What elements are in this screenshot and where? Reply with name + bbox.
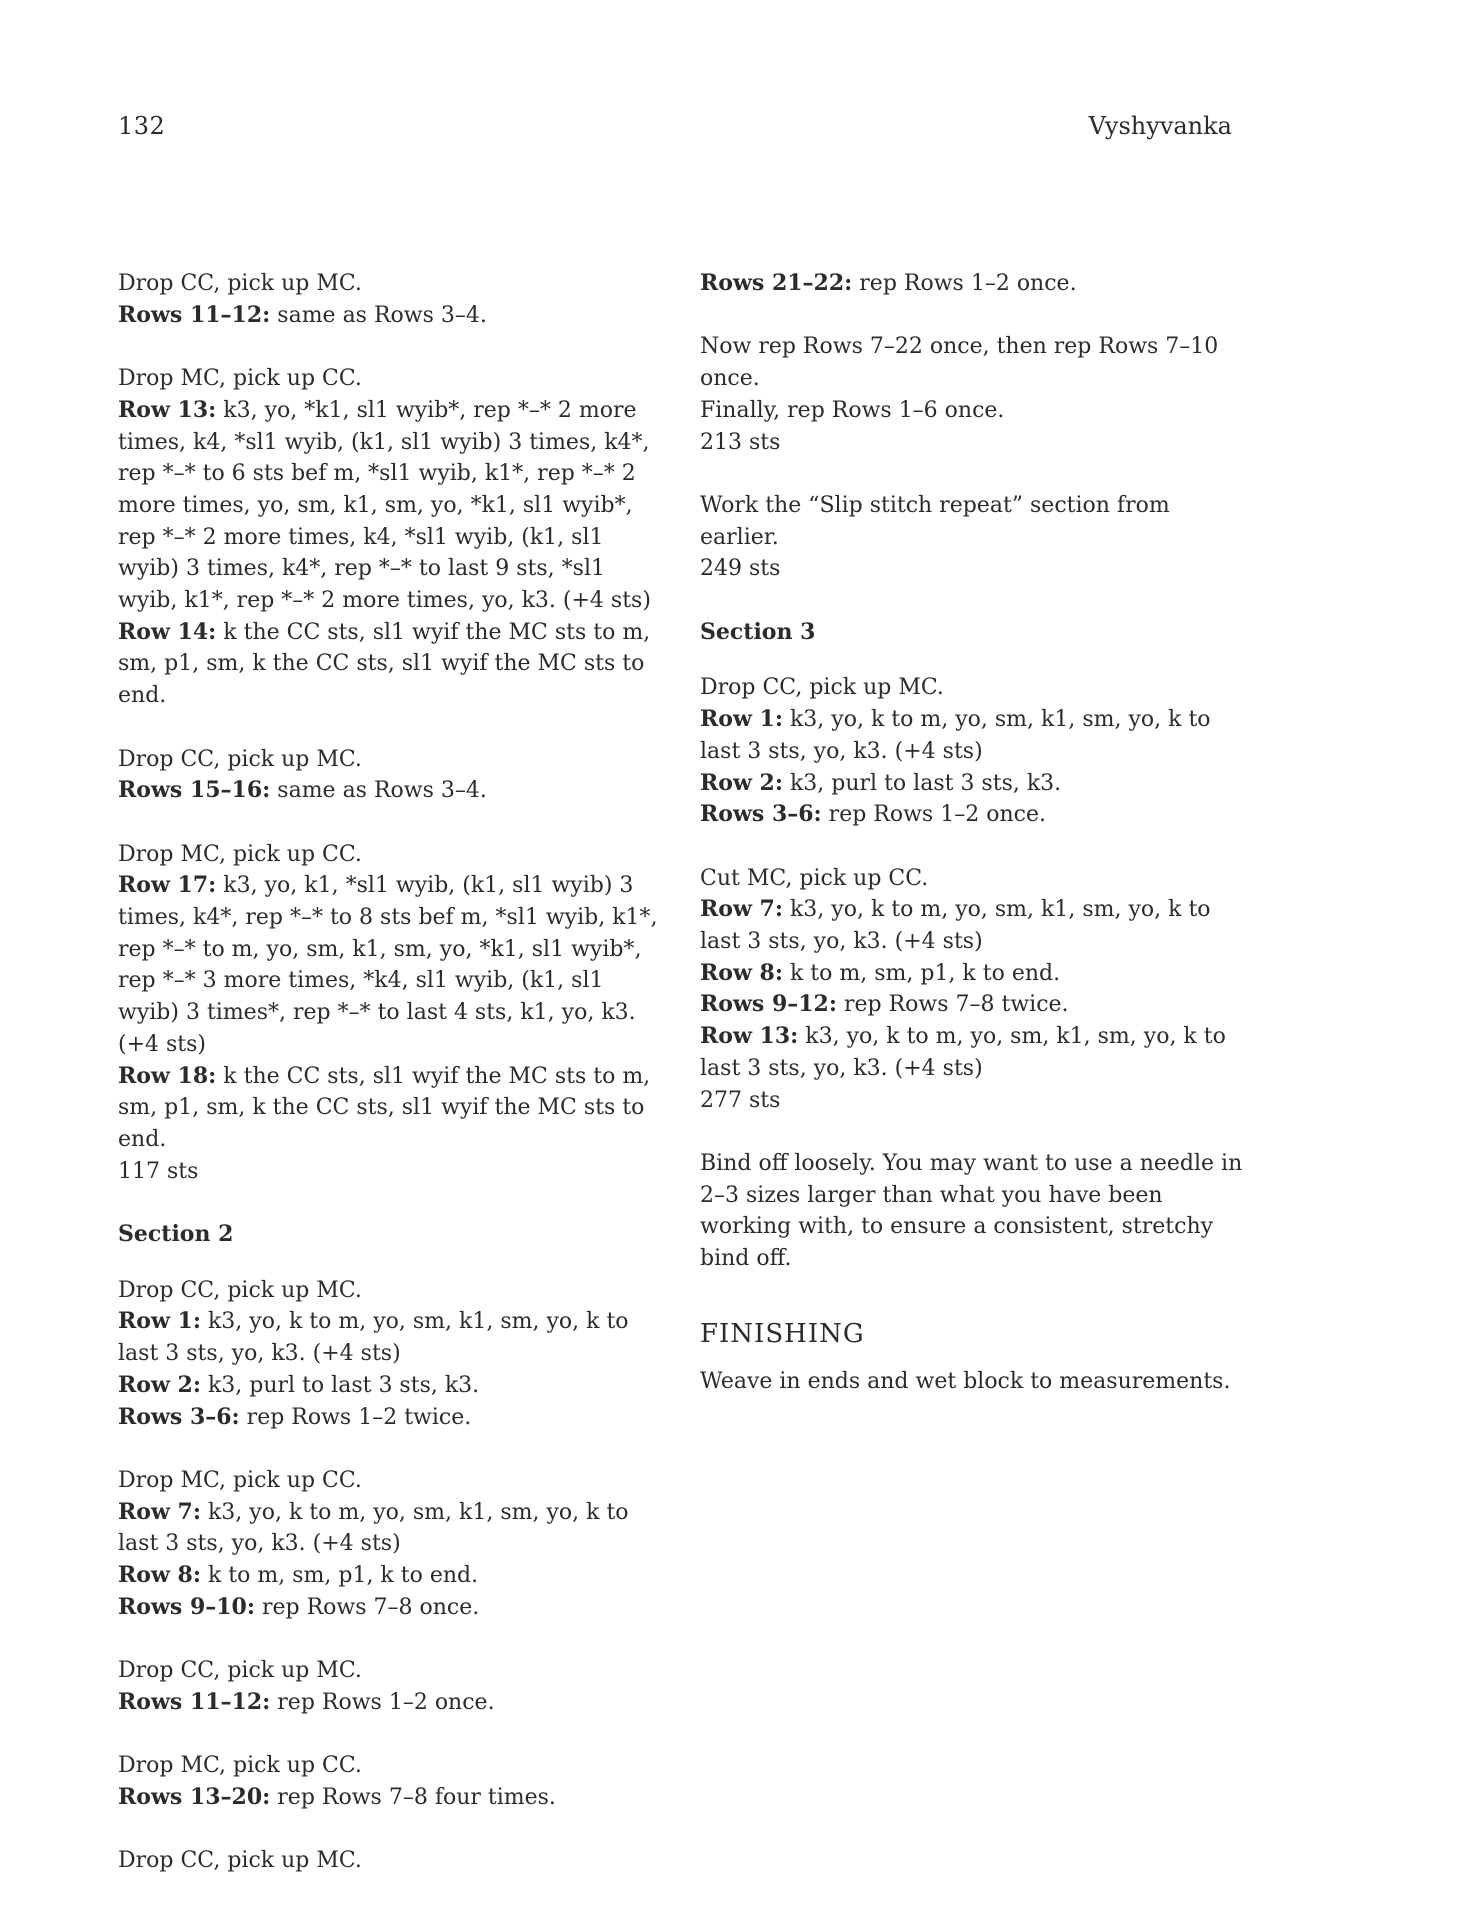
row-label: Rows 9–12: (700, 991, 837, 1018)
right-column (700, 268, 1248, 1398)
row-text: rep Rows 1–2 once. (852, 271, 1077, 296)
instruction-block (700, 331, 1248, 458)
row-text: rep Rows 1–2 twice. (239, 1404, 472, 1430)
color-change: Drop CC, pick up MC. (118, 271, 362, 296)
row-label: Row 1: (700, 706, 783, 733)
instruction-text: Finally, rep Rows 1–6 once. (700, 397, 1005, 423)
row-instruction (118, 1497, 666, 1560)
row-text: k3, yo, k to m, yo, sm, k1, sm, yo, k to last 3 sts, yo, k3. (+4 sts) (700, 707, 1211, 764)
row-label: Rows 11–12: (118, 1688, 271, 1715)
instruction-block (118, 363, 666, 712)
row-instruction (700, 268, 1248, 300)
instruction-text: Now rep Rows 7–22 once, then rep Rows 7–10 once. (700, 334, 1219, 392)
row-text: k3, yo, k to m, yo, sm, k1, sm, yo, k to last 3 sts, yo, k3. (+4 sts) (118, 1499, 629, 1557)
color-change: Drop CC, pick up MC. (700, 675, 944, 701)
row-label: Rows 15–16: (118, 777, 271, 804)
row-text: rep Rows 7–8 four times. (270, 1784, 556, 1810)
row-label: Row 8: (118, 1562, 201, 1589)
row-instruction (700, 704, 1248, 767)
row-label: Row 2: (118, 1371, 201, 1398)
finishing-heading: FINISHING (700, 1318, 865, 1349)
row-label: Row 7: (118, 1498, 201, 1525)
instruction-block (700, 863, 1248, 1117)
instruction-block (118, 1655, 666, 1718)
instruction-block (118, 1750, 666, 1813)
row-label: Row 13: (118, 396, 217, 423)
row-instruction (118, 1402, 666, 1434)
row-label: Row 14: (118, 618, 217, 645)
instruction-block (118, 1845, 666, 1877)
stitch-count: 277 sts (700, 1087, 781, 1113)
row-instruction (700, 799, 1248, 831)
row-instruction (118, 1061, 666, 1156)
row-text: k3, yo, k to m, yo, sm, k1, sm, yo, k to last 3 sts, yo, k3. (+4 sts) (700, 1024, 1226, 1081)
instruction-block (700, 490, 1248, 585)
row-text: same as Rows 3–4. (270, 302, 487, 328)
row-instruction (700, 894, 1248, 957)
row-label: Rows 11–12: (118, 301, 271, 328)
row-instruction (118, 870, 666, 1060)
row-text: k to m, sm, p1, k to end. (200, 1563, 479, 1589)
row-instruction (700, 1021, 1248, 1084)
row-label: Rows 3–6: (700, 801, 822, 828)
finishing-text: Weave in ends and wet block to measurements. (700, 1369, 1231, 1395)
row-instruction (118, 1306, 666, 1369)
row-instruction (118, 1560, 666, 1592)
row-text: rep Rows 1–2 once. (270, 1689, 495, 1715)
color-change: Drop CC, pick up MC. (118, 746, 362, 772)
row-text: rep Rows 7–8 twice. (836, 992, 1069, 1018)
row-text: k3, purl to last 3 sts, k3. (782, 770, 1062, 796)
row-text: rep Rows 7–8 once. (254, 1594, 480, 1620)
row-text: k3, yo, k1, *sl1 wyib, (k1, sl1 wyib) 3 times, k4*, rep *–* to 8 sts bef m, *sl1 wyib, k1*, rep *–* to m, yo, sm, k1, sm, yo, *k1, sl1 wyib*, rep *–* 3 more times, *k4, sl1 wyib, (k1, sl1 wyib) 3 times*, rep *–* to last 4 sts, k1, yo, k3. (+4 sts) (118, 873, 658, 1057)
color-change: Drop CC, pick up MC. (118, 1277, 362, 1303)
color-change: Drop CC, pick up MC. (118, 1848, 362, 1874)
row-text: k3, yo, k to m, yo, sm, k1, sm, yo, k to last 3 sts, yo, k3. (+4 sts) (118, 1309, 629, 1367)
running-head: Vyshyvanka (1088, 112, 1232, 140)
stitch-count: 117 sts (118, 1158, 199, 1184)
instruction-text: Work the “Slip stitch repeat” section from earlier. (700, 492, 1170, 550)
row-text: same as Rows 3–4. (270, 778, 487, 804)
row-text: k3, yo, *k1, sl1 wyib*, rep *–* 2 more times, k4, *sl1 wyib, (k1, sl1 wyib) 3 times, k4*, rep *–* to 6 sts bef m, *sl1 wyib, k1*, rep *–* 2 more times, yo, sm, k1, sm, yo, *k1, sl1 wyib*, rep *–* 2 more times, k4, *sl1 wyib, (k1, sl1 wyib) 3 times, k4*, rep *–* to last 9 sts, *sl1 wyib, k1*, rep *–* 2 more times, yo, k3. (+4 sts) (118, 397, 651, 614)
color-change: Drop CC, pick up MC. (118, 1658, 362, 1684)
row-label: Row 7: (700, 896, 783, 923)
section-2-heading: Section 2 (118, 1221, 234, 1248)
row-instruction (118, 617, 666, 712)
stitch-count: 249 sts (700, 556, 781, 582)
color-change: Cut MC, pick up CC. (700, 865, 929, 891)
row-label: Rows 3–6: (118, 1403, 240, 1430)
instruction-block (700, 268, 1248, 300)
section-3-heading: Section 3 (700, 618, 816, 645)
color-change: Drop MC, pick up CC. (118, 1753, 362, 1779)
row-text: k to m, sm, p1, k to end. (782, 960, 1061, 986)
bind-off-paragraph: Bind off loosely. You may want to use a needle in 2–3 sizes larger than what you have been working with, to ensure a consistent, stretchy bind off. (700, 1150, 1243, 1272)
row-instruction (118, 1592, 666, 1624)
instruction-block (118, 1465, 666, 1624)
color-change: Drop MC, pick up CC. (118, 366, 362, 392)
row-text: k3, yo, k to m, yo, sm, k1, sm, yo, k to last 3 sts, yo, k3. (+4 sts) (700, 897, 1211, 954)
page-number: 132 (118, 112, 166, 140)
row-label: Row 1: (118, 1308, 201, 1335)
row-label: Rows 9–10: (118, 1593, 255, 1620)
instruction-block (118, 268, 666, 331)
instruction-block (118, 744, 666, 807)
row-text: k the CC sts, sl1 wyif the MC sts to m, sm, p1, sm, k the CC sts, sl1 wyif the MC sts to end. (118, 1063, 651, 1152)
row-instruction (118, 395, 666, 617)
left-column (118, 268, 666, 1909)
row-instruction (700, 958, 1248, 990)
row-label: Row 8: (700, 959, 783, 986)
instruction-block (118, 1275, 666, 1434)
instruction-block (700, 672, 1248, 831)
color-change: Drop MC, pick up CC. (118, 841, 362, 867)
color-change: Drop MC, pick up CC. (118, 1467, 362, 1493)
row-instruction (118, 1370, 666, 1402)
row-label: Rows 21–22: (700, 270, 853, 296)
row-label: Row 18: (118, 1062, 217, 1089)
row-label: Rows 13–20: (118, 1783, 271, 1810)
row-text: k the CC sts, sl1 wyif the MC sts to m, sm, p1, sm, k the CC sts, sl1 wyif the MC sts to end. (118, 619, 651, 709)
row-instruction (118, 1687, 666, 1719)
row-instruction (700, 989, 1248, 1021)
row-text: rep Rows 1–2 once. (821, 802, 1046, 828)
row-instruction (118, 300, 666, 332)
row-label: Row 17: (118, 872, 217, 899)
row-instruction (118, 1782, 666, 1814)
row-text: k3, purl to last 3 sts, k3. (200, 1372, 480, 1398)
instruction-block (118, 839, 666, 1188)
row-label: Row 13: (700, 1023, 799, 1050)
row-label: Row 2: (700, 769, 783, 796)
row-instruction (118, 775, 666, 807)
stitch-count: 213 sts (700, 429, 781, 455)
row-instruction (700, 768, 1248, 800)
